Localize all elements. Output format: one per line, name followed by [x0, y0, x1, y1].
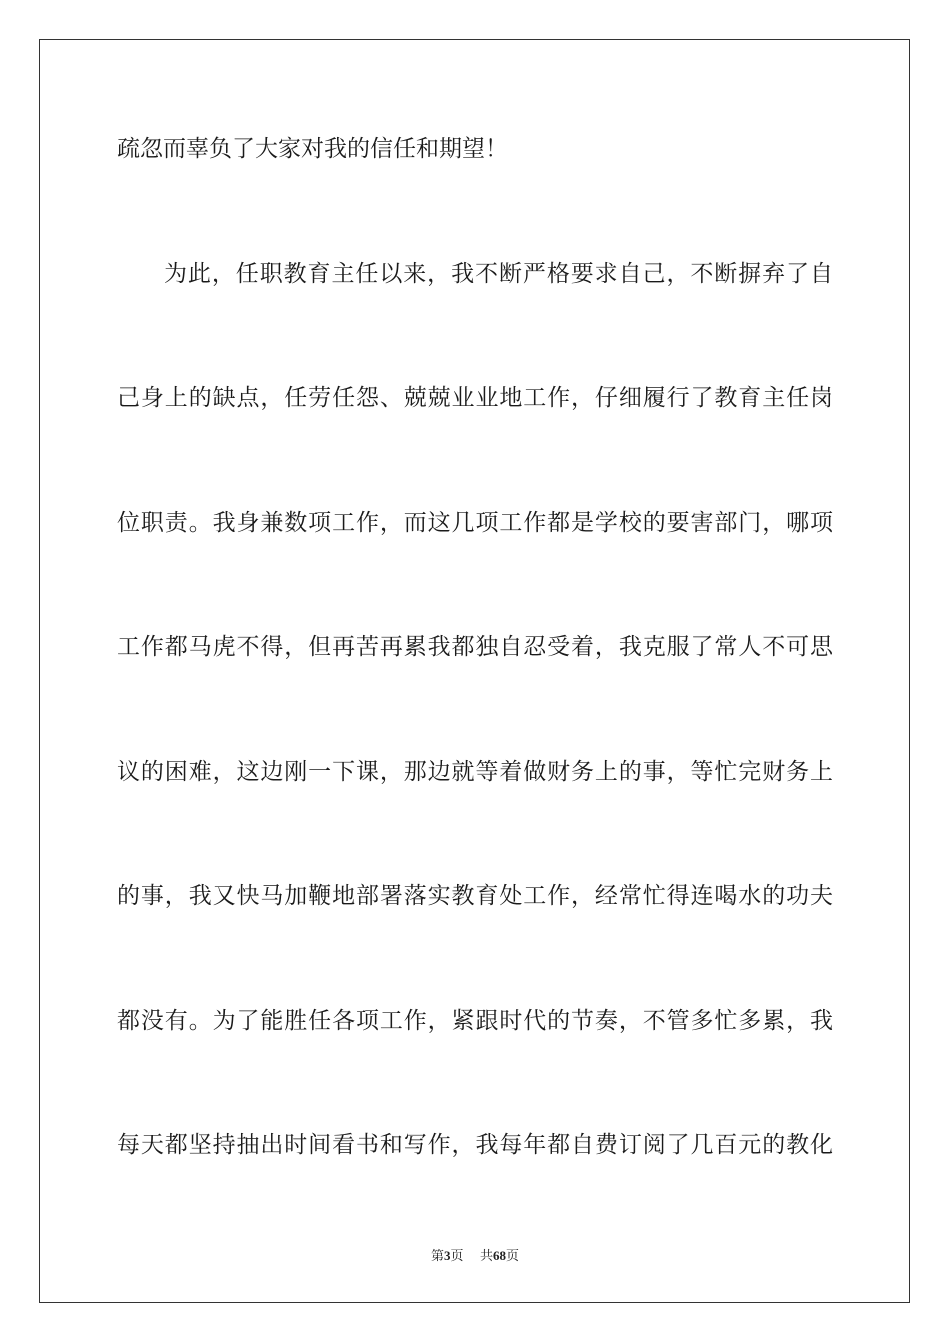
text-line-6: 议的困难，这边刚一下课，那边就等着做财务上的事，等忙完财务上	[117, 759, 833, 785]
page-footer	[0, 1247, 950, 1266]
text-line-4: 位职责。我身兼数项工作，而这几项工作都是学校的要害部门，哪项	[117, 510, 833, 536]
page-prefix: 第	[430, 1249, 444, 1264]
total-pages: 68	[493, 1248, 507, 1263]
text-line-9: 每天都坚持抽出时间看书和写作，我每年都自费订阅了几百元的教化	[117, 1132, 833, 1158]
text-line-2: 为此，任职教育主任以来，我不断严格要求自己，不断摒弃了自	[164, 261, 833, 287]
text-line-8: 都没有。为了能胜任各项工作，紧跟时代的节奏，不管多忙多累，我	[117, 1008, 833, 1034]
text-line-3: 己身上的缺点，任劳任怨、兢兢业业地工作，仔细履行了教育主任岗	[117, 385, 833, 411]
text-line-7: 的事，我又快马加鞭地部署落实教育处工作，经常忙得连喝水的功夫	[117, 883, 833, 909]
page-number: 3	[443, 1248, 451, 1263]
total-prefix: 共	[480, 1249, 494, 1264]
text-line-1: 疏忽而辜负了大家对我的信任和期望！	[117, 136, 508, 162]
page-border	[39, 39, 910, 1303]
page-suffix: 页	[450, 1249, 464, 1264]
text-line-5: 工作都马虎不得，但再苦再累我都独自忍受着，我克服了常人不可思	[117, 634, 833, 660]
total-suffix: 页	[506, 1249, 520, 1264]
